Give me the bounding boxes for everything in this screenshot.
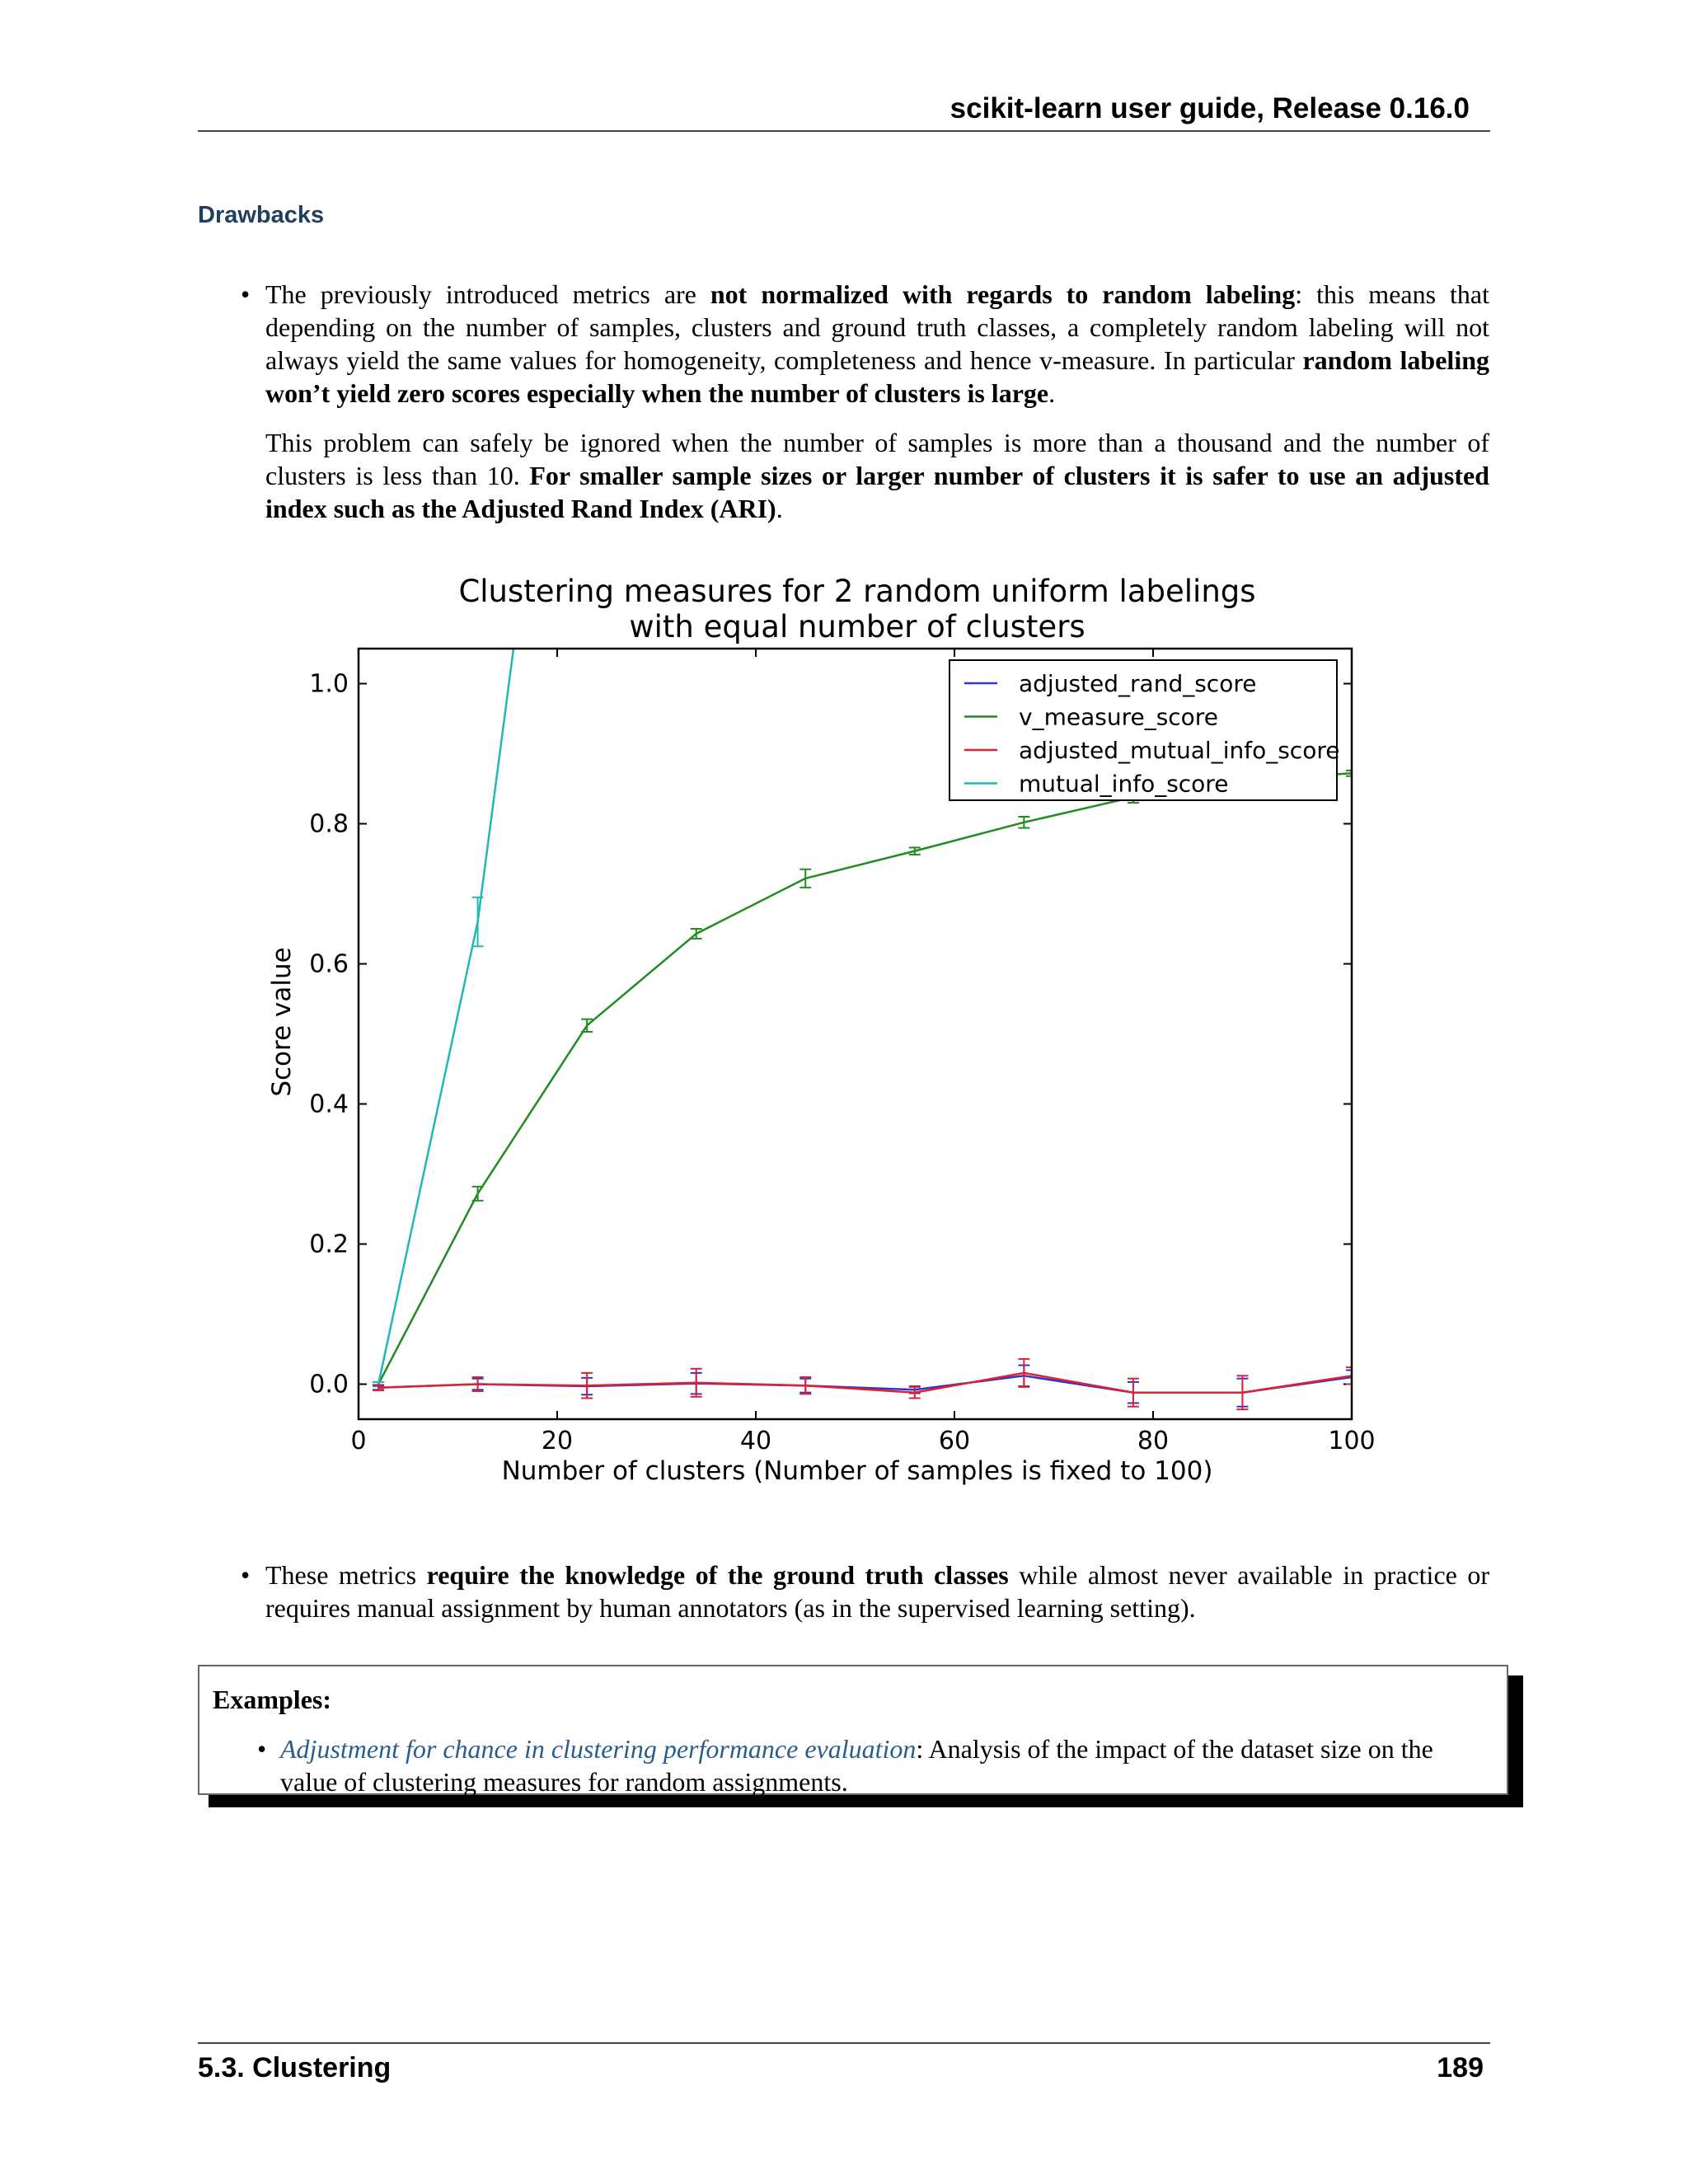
bullet-paragraph-ground-truth: These metrics require the knowledge of the ground truth classes while almost never available in practice or requires manual assignment by human annotators (as in the supervised learning setting). [265, 1560, 1490, 1623]
examples-box [198, 1665, 1508, 1795]
example-item: Adjustment for chance in clustering performance evaluation: Analysis of the impact of the dataset size on the value of clustering measures for random assignments. [280, 1734, 1433, 1797]
legend-label-v_measure_score: v_measure_score [1019, 703, 1218, 731]
legend-label-mutual_info_score: mutual_info_score [1019, 770, 1229, 798]
x-tick-label: 20 [541, 1427, 574, 1455]
example-link[interactable]: Adjustment for chance in clustering performance evaluation [280, 1734, 917, 1764]
bold-phrase: For smaller sample sizes or larger number of clusters it is safer to use an adjusted index such as the Adjusted Rand Index (ARI) [265, 461, 1489, 523]
chart-title: Clustering measures for 2 random uniform labelings [458, 574, 1256, 609]
page-number: 189 [1437, 2052, 1484, 2083]
x-tick-label: 60 [938, 1427, 971, 1455]
legend-label-adjusted_mutual_info_score: adjusted_mutual_info_score [1019, 737, 1340, 764]
y-tick-label: 0.0 [309, 1370, 349, 1399]
bullet-marker: • [257, 1734, 267, 1764]
footer-section: 5.3. Clustering [198, 2052, 392, 2083]
x-tick-label: 0 [350, 1427, 367, 1455]
footer-rule [198, 2042, 1490, 2044]
y-tick-label: 0.4 [309, 1090, 349, 1119]
y-tick-label: 0.2 [309, 1230, 349, 1259]
bullet-marker: • [241, 1560, 251, 1590]
y-axis-label: Score value [267, 947, 297, 1097]
x-tick-label: 80 [1137, 1427, 1170, 1455]
bullet-marker: • [241, 279, 251, 309]
x-axis-label: Number of clusters (Number of samples is fixed to 100) [501, 1456, 1213, 1486]
clustering-measures-chart [264, 560, 1401, 1500]
chart-subtitle: with equal number of clusters [629, 609, 1085, 644]
y-tick-label: 0.8 [309, 809, 349, 839]
examples-title: Examples: [213, 1685, 331, 1714]
x-tick-label: 40 [739, 1427, 772, 1455]
header-rule [198, 130, 1490, 132]
running-header: scikit-learn user guide, Release 0.16.0 [950, 92, 1470, 124]
section-heading: Drawbacks [198, 202, 325, 228]
paragraph-ari: This problem can safely be ignored when the number of samples is more than a thousand and the number of clusters is less than 10. For smaller sample sizes or larger number of clusters it is safer to use an adjusted index such as the Adjusted Rand Index (ARI). [265, 428, 1489, 523]
bold-phrase: random labeling won’t yield zero scores especially when the number of clusters is large [265, 345, 1490, 408]
y-tick-label: 0.6 [309, 949, 349, 979]
x-tick-label: 100 [1328, 1427, 1376, 1455]
bold-phrase: require the knowledge of the ground truth classes [426, 1560, 1009, 1590]
bold-phrase: not normalized with regards to random labeling [710, 279, 1296, 309]
bullet-paragraph-normalization: The previously introduced metrics are not normalized with regards to random labeling: this means that depending on the number of samples, clusters and ground truth classes, a completely random labeling will not always yield the same values for homogeneity, completeness and hence v-measure. In particular random labeling won’t yield zero scores especially when the number of clusters is large. [265, 279, 1490, 408]
legend-label-adjusted_rand_score: adjusted_rand_score [1019, 670, 1257, 697]
y-tick-label: 1.0 [309, 669, 349, 699]
